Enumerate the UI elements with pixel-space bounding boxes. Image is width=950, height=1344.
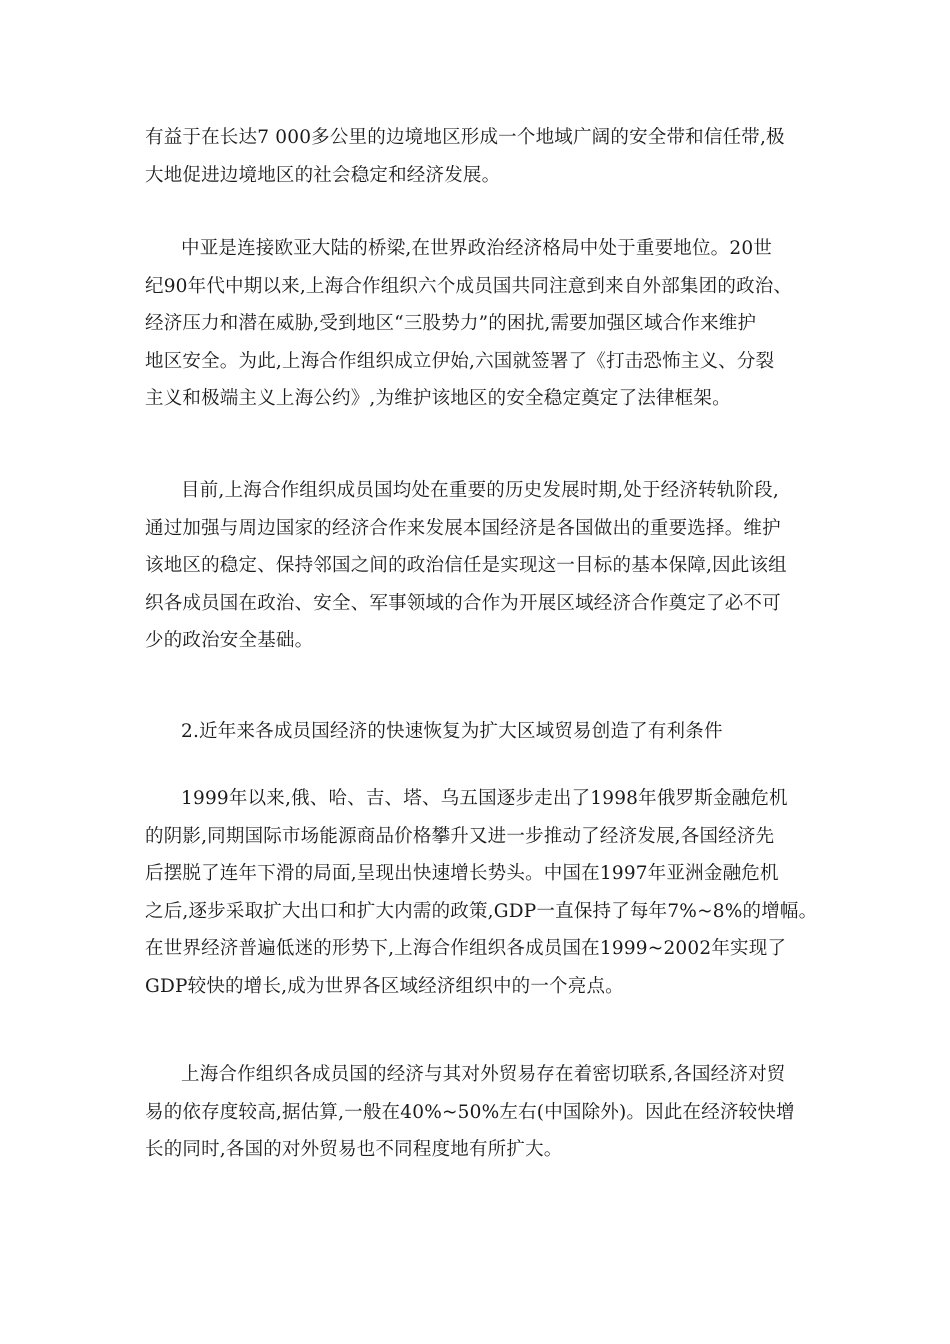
section-heading-line: 2.近年来各成员国经济的快速恢复为扩大区域贸易创造了有利条件 <box>181 721 723 742</box>
paragraph-line: 上海合作组织各成员国的经济与其对外贸易存在着密切联系,各国经济对贸 <box>181 1064 786 1085</box>
paragraph-6 <box>145 1056 810 1169</box>
paragraph-line: 长的同时,各国的对外贸易也不同程度地有所扩大。 <box>145 1139 563 1160</box>
paragraph-line: 主义和极端主义上海公约》,为维护该地区的安全稳定奠定了法律框架。 <box>145 388 731 409</box>
paragraph-line: 之后,逐步采取扩大出口和扩大内需的政策,GDP一直保持了每年7%~8%的增幅。 <box>145 900 818 922</box>
paragraph-line: 大地促进边境地区的社会稳定和经济发展。 <box>145 164 501 186</box>
paragraph-line: 有益于在长达7 000多公里的边境地区形成一个地域广阔的安全带和信任带,极 <box>145 127 785 148</box>
paragraph-line: 少的政治安全基础。 <box>145 630 314 651</box>
paragraph-line: 织各成员国在政治、安全、军事领域的合作为开展区域经济合作奠定了必不可 <box>145 592 781 614</box>
paragraph-line: 1999年以来,俄、哈、吉、塔、乌五国逐步走出了1998年俄罗斯金融危机 <box>181 788 788 809</box>
paragraph-1 <box>145 119 810 194</box>
paragraph-line: GDP较快的增长,成为世界各区域经济组织中的一个亮点。 <box>145 975 624 997</box>
paragraph-line: 易的依存度较高,据估算,一般在40%~50%左右(中国除外)。因此在经济较快增 <box>145 1101 795 1123</box>
paragraph-line: 目前,上海合作组织成员国均处在重要的历史发展时期,处于经济转轨阶段, <box>181 480 779 501</box>
paragraph-line: 地区安全。为此,上海合作组织成立伊始,六国就签署了《打击恐怖主义、分裂 <box>145 350 775 372</box>
paragraph-line: 后摆脱了连年下滑的局面,呈现出快速增长势头。中国在1997年亚洲金融危机 <box>145 863 779 884</box>
paragraph-line: 通过加强与周边国家的经济合作来发展本国经济是各国做出的重要选择。维护 <box>145 517 781 539</box>
paragraph-line: 经济压力和潜在威胁,受到地区“三股势力”的困扰,需要加强区域合作来维护 <box>145 313 757 334</box>
paragraph-line: 该地区的稳定、保持邻国之间的政治信任是实现这一目标的基本保障,因此该组 <box>145 555 787 576</box>
paragraph-line: 纪90年代中期以来,上海合作组织六个成员国共同注意到来自外部集团的政治、 <box>145 275 793 297</box>
paragraph-line: 的阴影,同期国际市场能源商品价格攀升又进一步推动了经济发展,各国经济先 <box>145 825 775 847</box>
section-heading <box>145 713 810 751</box>
paragraph-line: 在世界经济普遍低迷的形势下,上海合作组织各成员国在1999~2002年实现了 <box>145 938 787 959</box>
paragraph-2 <box>145 230 810 418</box>
paragraph-line: 中亚是连接欧亚大陆的桥梁,在世界政治经济格局中处于重要地位。20世 <box>181 238 773 259</box>
paragraph-3 <box>145 472 810 660</box>
paragraph-5 <box>145 780 818 1005</box>
